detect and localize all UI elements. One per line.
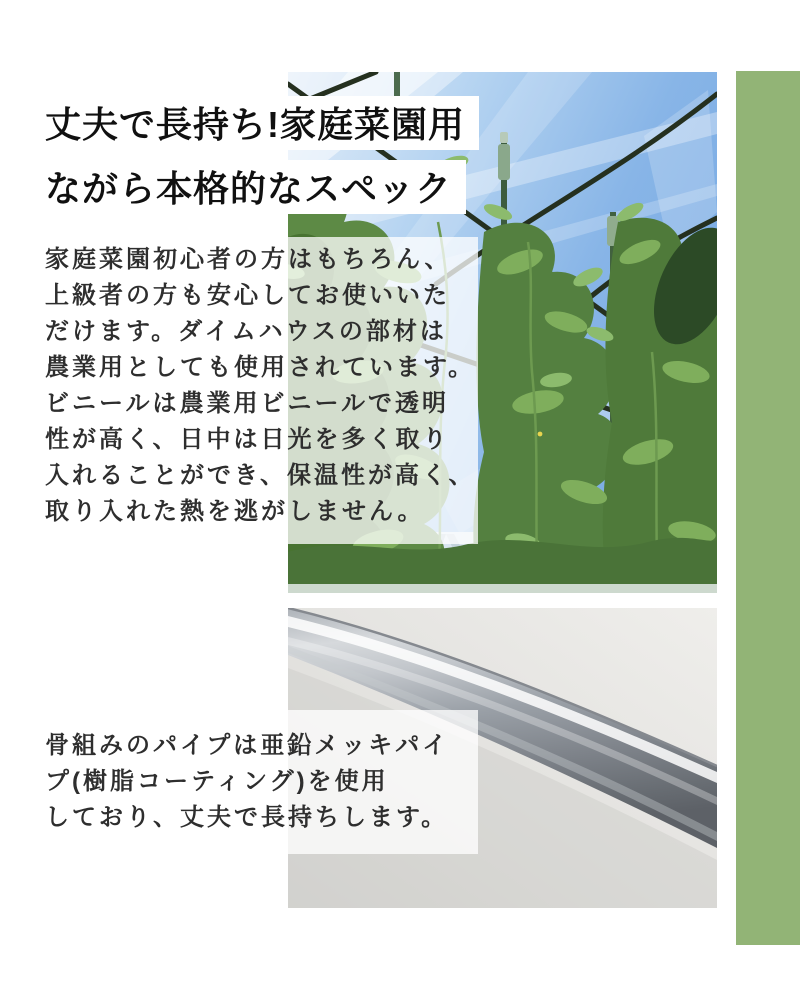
intro-paragraph — [37, 237, 478, 544]
paragraph-line: 入れることができ、保温性が高く、 — [45, 462, 476, 489]
paragraph-line: しており、丈夫で長持ちします。 — [45, 804, 449, 831]
paragraph-line: ビニールは農業用ビニールで透明 — [45, 390, 450, 417]
paragraph-line: 性が高く、日中は日光を多く取り — [45, 426, 450, 453]
paragraph-line: 骨組みのパイプは亜鉛メッキパイ — [45, 732, 450, 759]
paragraph-line: 農業用としても使用されています。 — [45, 354, 476, 381]
paragraph-line: プ(樹脂コーティング)を使用 — [45, 768, 389, 795]
paragraph-line: 家庭菜園初心者の方はもちろん、 — [45, 246, 452, 273]
accent-bar — [736, 71, 800, 945]
headline — [37, 96, 479, 214]
headline-line1: 丈夫で長持ち!家庭菜園用 — [37, 96, 479, 150]
paragraph-line: 上級者の方も安心してお使いいた — [45, 282, 450, 309]
headline-line2: ながら本格的なスペック — [37, 160, 466, 214]
paragraph-line: だけます。ダイムハウスの部材は — [45, 318, 447, 345]
paragraph-line: 取り入れた熱を逃がしません。 — [45, 498, 425, 525]
frame-paragraph — [37, 710, 478, 854]
